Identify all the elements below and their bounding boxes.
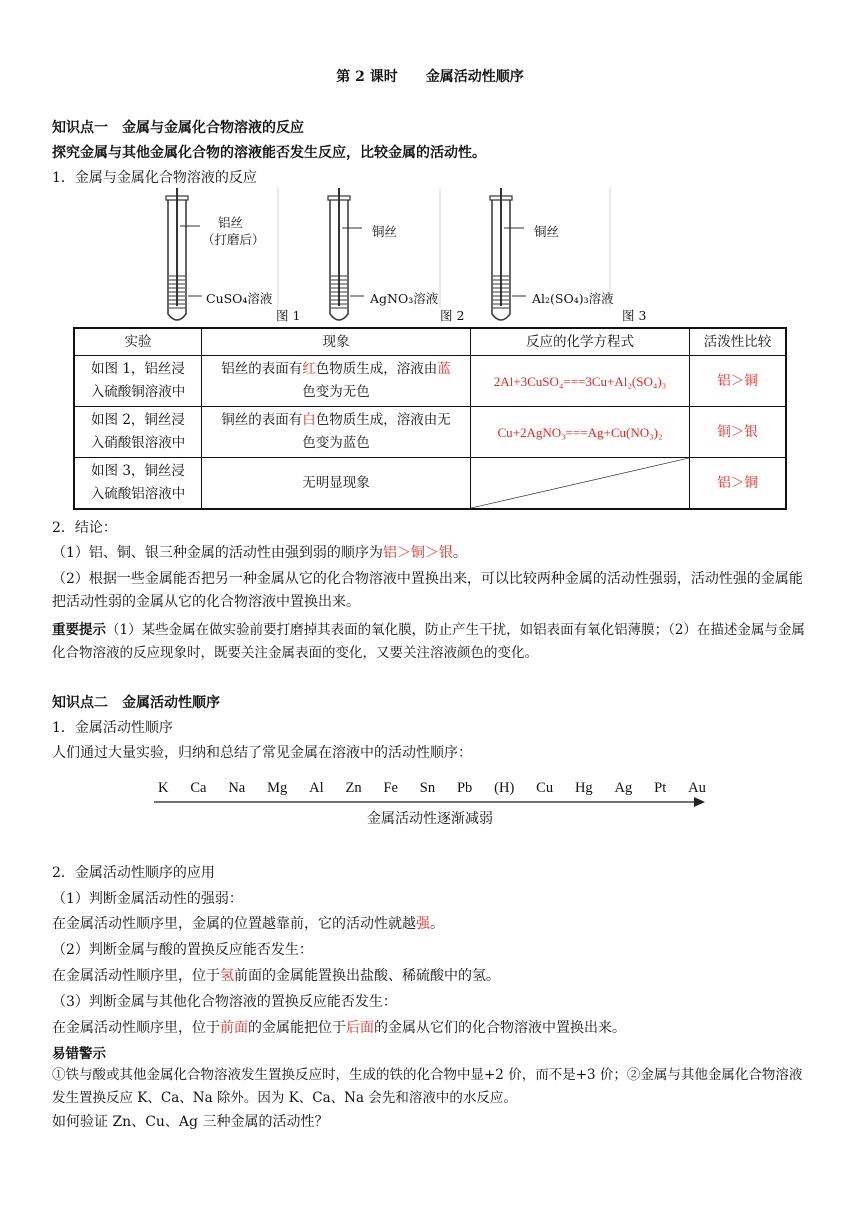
figure-1-label: 铝丝 <box>218 215 244 230</box>
metal-symbol: Sn <box>419 780 436 796</box>
cell-activity: 铜＞银 <box>690 407 787 458</box>
diagonal-slash <box>471 458 689 508</box>
cell-experiment: 如图 3，铜丝浸 入硫酸铝溶液中 <box>74 458 202 510</box>
header-phenomenon: 现象 <box>202 328 471 356</box>
figure-1-solution: CuSO₄溶液 <box>206 291 273 306</box>
test-tube-figures <box>150 188 650 328</box>
figure-3-tube <box>490 188 512 320</box>
section-subheading-1: 探究金属与其他金属化合物的溶液能否发生反应，比较金属的活动性。 <box>52 145 486 161</box>
cell-experiment: 如图 1，铝丝浸 入硫酸铜溶液中 <box>74 356 202 407</box>
metal-symbol: Au <box>688 780 706 796</box>
conclusion-1: （1）铝、铜、银三种金属的活动性由强到弱的顺序为铝＞铜＞银。 <box>52 545 467 561</box>
figure-2-label: 铜丝 <box>372 224 398 239</box>
item-1-title: 1．金属与金属化合物溶液的反应 <box>52 170 257 186</box>
header-experiment: 实验 <box>74 328 202 356</box>
figure-1-caption: 图 1 <box>276 308 301 323</box>
figure-3-label: 铜丝 <box>534 224 560 239</box>
item-2-2-title: 2．金属活动性顺序的应用 <box>52 865 215 881</box>
metal-symbol: Ca <box>190 780 207 796</box>
experiment-table <box>73 327 787 510</box>
cell-phenomenon: 铜丝的表面有白色物质生成，溶液由无 色变为蓝色 <box>202 407 471 458</box>
arrow-label: 金属活动性逐渐减弱 <box>367 811 493 827</box>
item-2-1-title: 1．金属活动性顺序 <box>52 720 173 736</box>
sequence-arrow <box>154 796 706 808</box>
cell-experiment: 如图 2，铜丝浸 入硝酸银溶液中 <box>74 407 202 458</box>
figure-3-solution: Al₂(SO₄)₃溶液 <box>532 291 614 306</box>
conclusion-2: （2）根据一些金属能否把另一种金属从它的化合物溶液中置换出来，可以比较两种金属的活动性强弱，活动性强的金属能把活动性弱的金属从它的化合物溶液中置换出来。 <box>52 571 803 610</box>
metal-symbol: Al <box>309 780 324 796</box>
metal-activity-sequence <box>158 780 706 797</box>
cell-activity: 铝＞铜 <box>690 458 787 510</box>
metal-symbol: Ag <box>614 780 633 796</box>
table-row <box>74 458 786 510</box>
application-3: （3）判断金属与其他化合物溶液的置换反应能否发生： <box>52 994 397 1010</box>
metal-symbol: Fe <box>383 780 398 796</box>
application-1-text: 在金属活动性顺序里，金属的位置越靠前，它的活动性就越强。 <box>52 916 444 932</box>
cell-equation: Cu+2AgNO₃===Ag+Cu(NO₃)₂ <box>471 407 690 458</box>
application-2-text: 在金属活动性顺序里，位于氢前面的金属能置换出盐酸、稀硫酸中的氢。 <box>52 968 500 984</box>
section-heading-1: 知识点一 金属与金属化合物溶液的反应 <box>52 120 304 136</box>
figure-2-caption: 图 2 <box>440 308 465 323</box>
metal-symbol: Pt <box>654 780 667 796</box>
important-tip: 重要提示（1）某些金属在做实验前要打磨掉其表面的氧化膜，防止产生干扰，如铝表面有氧化铝薄膜；（2）在描述金属与金属化合物溶液的反应现象时，既要关注金属表面的变化，又要关注溶液颜色的变化。 <box>52 622 805 661</box>
warning-text: ①铁与酸或其他金属化合物溶液发生置换反应时，生成的铁的化合物中显+2 价，而不是+3 价；②金属与其他金属化合物溶液发生置换反应 K、Ca、Na 除外。因为 K、Ca、Na 会先和溶液中的水反应。 <box>52 1067 803 1106</box>
metal-symbol: (H) <box>494 780 515 796</box>
metal-symbol: Zn <box>345 780 362 796</box>
application-3-text: 在金属活动性顺序里，位于前面的金属能把位于后面的金属从它们的化合物溶液中置换出来。 <box>52 1020 626 1036</box>
header-activity: 活泼性比较 <box>690 328 787 356</box>
conclusion-title: 2．结论： <box>52 520 117 536</box>
header-equation: 反应的化学方程式 <box>471 328 690 356</box>
figure-1-label-note: （打磨后） <box>202 232 265 247</box>
table-row <box>74 407 786 458</box>
cell-equation: 2Al+3CuSO₄===3Cu+Al₂(SO₄)₃ <box>471 356 690 407</box>
question: 如何验证 Zn、Cu、Ag 三种金属的活动性？ <box>52 1114 329 1130</box>
cell-activity: 铝＞铜 <box>690 356 787 407</box>
metal-symbol: Mg <box>267 780 288 796</box>
cell-phenomenon: 铝丝的表面有红色物质生成，溶液由蓝 色变为无色 <box>202 356 471 407</box>
cell-equation-empty <box>471 458 690 510</box>
application-1: （1）判断金属活动性的强弱： <box>52 891 243 907</box>
section-heading-2: 知识点二 金属活动性顺序 <box>52 695 220 711</box>
figure-2-tube <box>328 188 350 320</box>
application-2: （2）判断金属与酸的置换反应能否发生： <box>52 942 313 958</box>
metal-symbol: Na <box>228 780 246 796</box>
figure-1-tube <box>166 188 188 320</box>
metal-symbol: Pb <box>456 780 473 796</box>
metal-symbol: K <box>158 780 169 796</box>
sequence-intro: 人们通过大量实验，归纳和总结了常见金属在溶液中的活动性顺序： <box>52 745 472 761</box>
table-header-row <box>74 328 786 356</box>
metal-symbol: Hg <box>574 780 593 796</box>
page-title: 第 2 课时 金属活动性顺序 <box>336 69 524 85</box>
table-row <box>74 356 786 407</box>
metal-symbol: Cu <box>536 780 554 796</box>
figure-3-caption: 图 3 <box>622 308 647 323</box>
cell-phenomenon: 无明显现象 <box>202 458 471 510</box>
warning-label: 易错警示 <box>52 1046 106 1062</box>
figure-2-solution: AgNO₃溶液 <box>370 291 439 306</box>
